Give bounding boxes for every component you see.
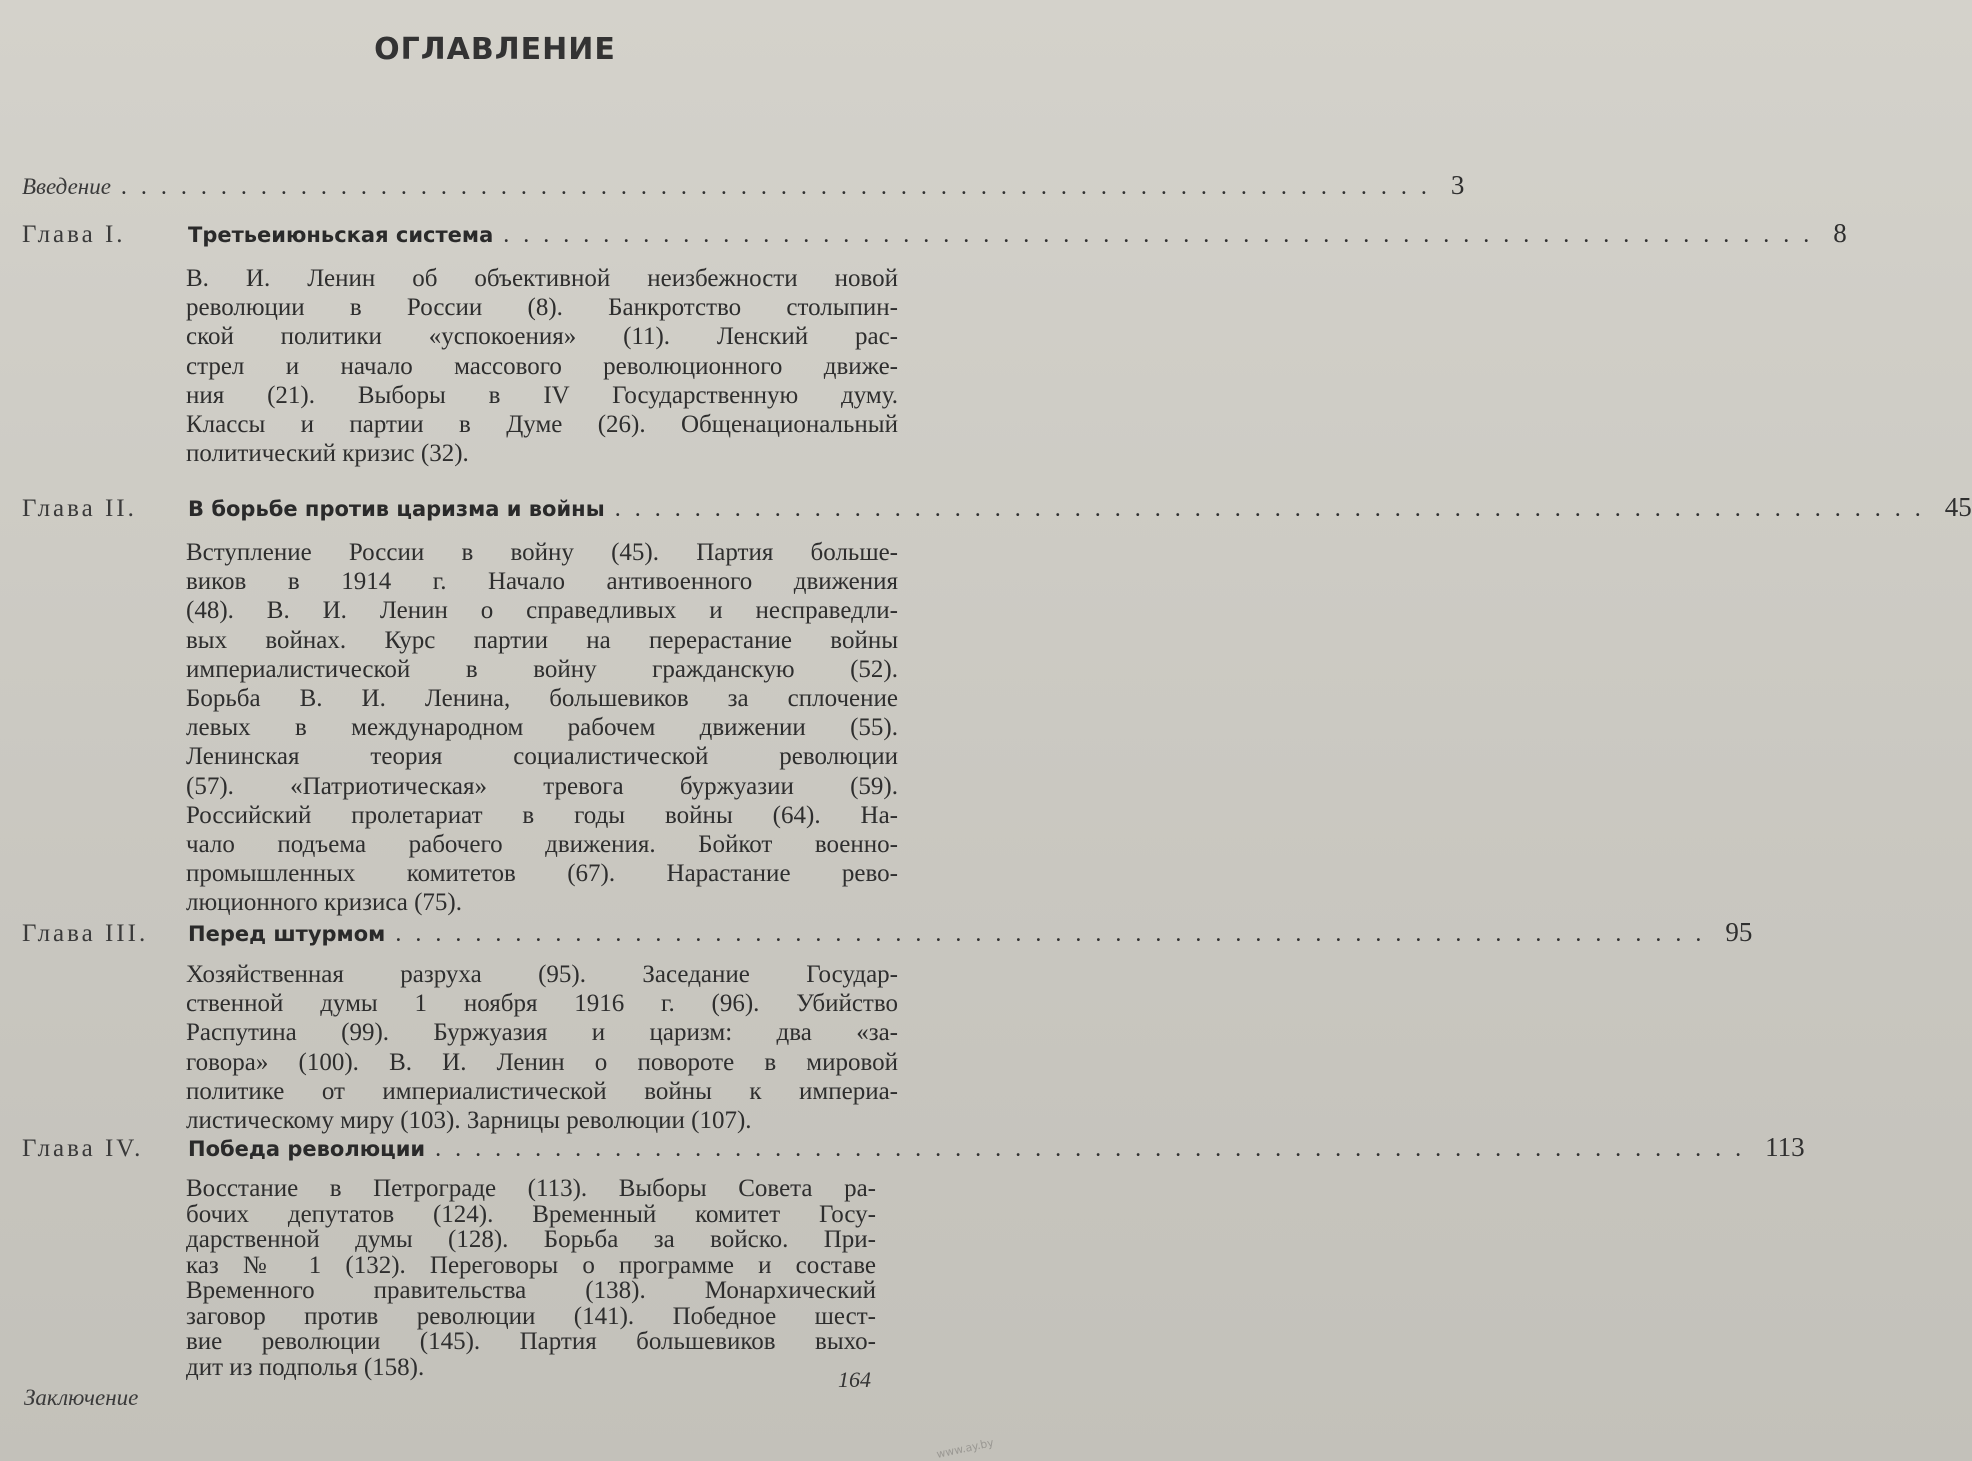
page-title: ОГЛАВЛЕНИЕ	[374, 32, 616, 67]
chapter-description: Вступление России в войну (45). Партия больше- виков в 1914 г. Начало антивоенного движения (48). В. И. Ленин о справедливых и несправедли- вых войнах. Курс партии на перерастание войны империалистической в войну гражданскую (52). Борьба В. И. Ленина, большевиков за сплочение левых в международном рабочем движении (55). Ленинская теория социалистической революции (57). «Патриотическая» тревога буржуазии (59). Российский пролетариат в годы войны (64). На- чало подъема рабочего движения. Бойкот военно- промышленных комитетов (67). Нарастание рево- люционного кризиса (75).	[186, 539, 898, 917]
leader-dots: ..................................................................	[395, 921, 1716, 947]
chapter-description: Восстание в Петрограде (113). Выборы Совета ра- бочих депутатов (124). Временный комитет Госу- дарственной думы (128). Борьба за войско. При- каз № 1 (132). Переговоры о программе и составе Временного правительства (138). Монархический заговор против революции (141). Победное шест- вие революции (145). Партия большевиков выхо- дит из подполья (158).	[186, 1175, 876, 1381]
conclusion-page: 164	[838, 1367, 871, 1392]
chapter-lead: Глава I.	[22, 221, 126, 248]
toc-entry-chapter-2	[22, 492, 1972, 526]
watermark: www.ay.by	[935, 1436, 995, 1461]
toc-entry-intro	[22, 170, 1465, 204]
chapter-title: Победа революции	[188, 1137, 426, 1161]
leader-dots: ..................................................................	[503, 222, 1824, 248]
chapter-page: 95	[1725, 917, 1753, 947]
chapter-lead: Глава IV.	[22, 1135, 144, 1162]
chapter-title: В борьбе против царизма и войны	[188, 497, 605, 521]
conclusion-label: Заключение	[24, 1385, 139, 1410]
leader-dots: ..................................................................	[120, 174, 1441, 200]
chapter-page: 8	[1833, 218, 1847, 248]
chapter-description: Хозяйственная разруха (95). Заседание Государ- ственной думы 1 ноября 1916 г. (96). Убийство Распутина (99). Буржуазия и царизм: два «за- говора» (100). В. И. Ленин о повороте в мировой политике от империалистической войны к империа- листическому миру (103). Зарницы революции (107).	[186, 961, 898, 1135]
toc-entry-chapter-4	[22, 1132, 1805, 1166]
chapter-page: 113	[1765, 1132, 1805, 1162]
intro-label: Введение	[22, 174, 111, 199]
intro-page: 3	[1450, 170, 1465, 200]
chapter-lead: Глава II.	[22, 495, 137, 522]
chapter-title: Перед штурмом	[188, 922, 386, 946]
toc-entry-chapter-3	[22, 917, 1753, 951]
chapter-title: Третьеиюньская система	[188, 223, 494, 247]
chapter-page: 45	[1944, 492, 1972, 522]
leader-dots: ..................................................................	[614, 496, 1935, 522]
leader-dots: ..................................................................	[435, 1136, 1756, 1162]
chapter-description: В. И. Ленин об объективной неизбежности новой революции в России (8). Банкротство столыпин- ской политики «успокоения» (11). Ленский рас- стрел и начало массового революционного движе- ния (21). Выборы в IV Государственную думу. Классы и партии в Думе (26). Общенациональный политический кризис (32).	[186, 265, 898, 468]
toc-entry-chapter-1	[22, 218, 1847, 252]
chapter-lead: Глава III.	[22, 920, 149, 947]
